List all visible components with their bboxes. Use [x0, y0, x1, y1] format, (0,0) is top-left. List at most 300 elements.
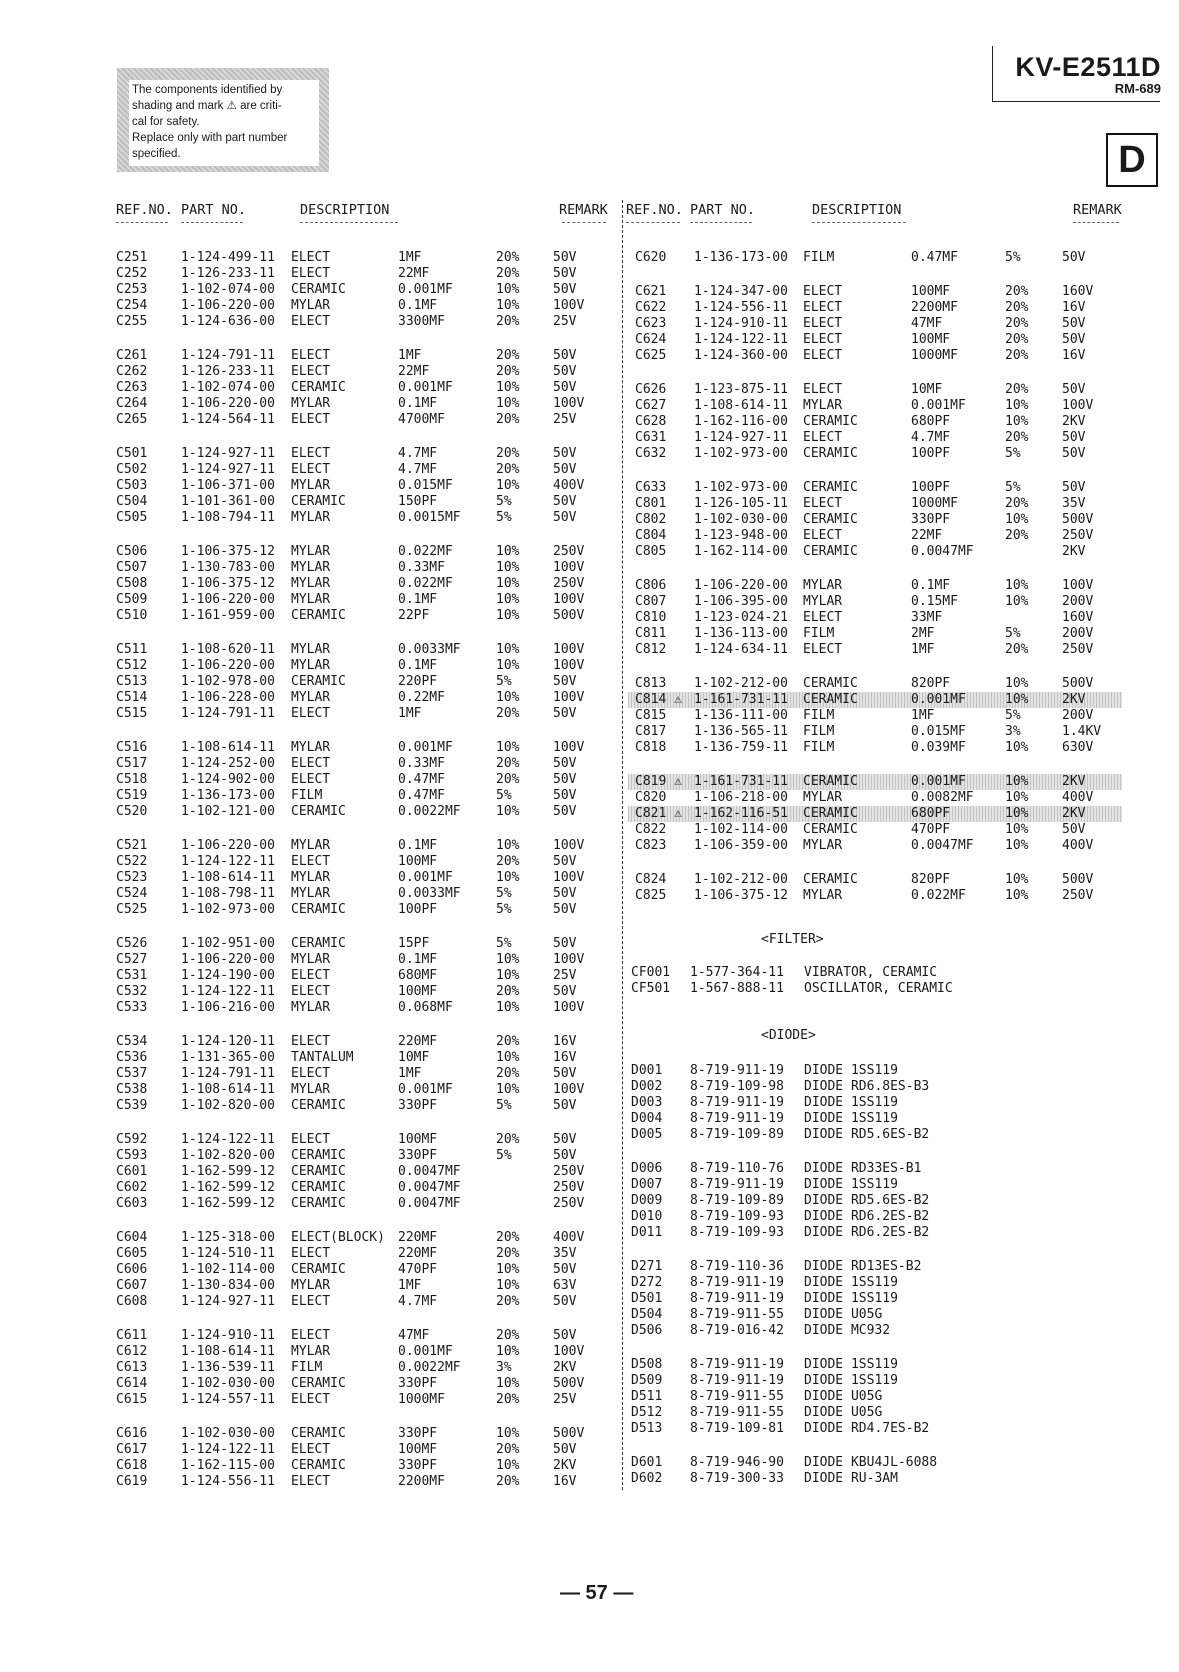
tolerance-cell: 20%: [496, 756, 520, 771]
part-no-cell: 1-162-114-00: [694, 544, 788, 559]
rating-cell: 16V: [1062, 348, 1086, 363]
value-cell: 0.0047MF: [911, 544, 974, 559]
tolerance-cell: 5%: [496, 1098, 512, 1113]
part-no-cell: 1-577-364-11: [690, 965, 784, 980]
tolerance-cell: 10%: [496, 544, 520, 559]
header-part: PART NO.: [181, 202, 247, 218]
value-cell: 0.22MF: [398, 690, 445, 705]
ref-no-cell: C518: [116, 772, 148, 787]
rating-cell: 100V: [1062, 398, 1094, 413]
tolerance-cell: 20%: [1005, 332, 1029, 347]
header-remark: REMARK: [559, 202, 608, 218]
rating-cell: 50V: [553, 1328, 577, 1343]
rating-cell: 50V: [553, 266, 577, 281]
description-cell: ELECT: [803, 300, 843, 315]
tolerance-cell: 5%: [496, 494, 512, 509]
value-cell: 0.47MF: [398, 772, 445, 787]
ref-no-cell: C520: [116, 804, 148, 819]
ref-no-cell: C536: [116, 1050, 148, 1065]
header-underline: [562, 222, 606, 223]
ref-no-cell: C628: [635, 414, 667, 429]
part-no-cell: 1-124-122-11: [181, 1132, 275, 1147]
value-cell: 0.0047MF: [398, 1196, 461, 1211]
part-no-cell: 1-131-365-00: [181, 1050, 275, 1065]
description-cell: MYLAR: [291, 658, 331, 673]
tolerance-cell: 10%: [496, 952, 520, 967]
ref-no-cell: C804: [635, 528, 667, 543]
tolerance-cell: 10%: [496, 870, 520, 885]
description-cell: ELECT: [803, 348, 843, 363]
description-cell: ELECT: [291, 772, 331, 787]
part-no-cell: 1-108-614-11: [181, 740, 275, 755]
part-no-cell: 1-124-190-00: [181, 968, 275, 983]
value-cell: 0.001MF: [398, 1344, 453, 1359]
rating-cell: 100V: [553, 740, 585, 755]
value-cell: 0.15MF: [911, 594, 958, 609]
rating-cell: 160V: [1062, 284, 1094, 299]
description-cell: MYLAR: [291, 1082, 331, 1097]
value-cell: 0.022MF: [911, 888, 966, 903]
ref-no-cell: D601: [631, 1455, 663, 1470]
tolerance-cell: 10%: [1005, 676, 1029, 691]
part-no-cell: 8-719-300-33: [690, 1471, 784, 1486]
value-cell: 4700MF: [398, 412, 445, 427]
ref-no-cell: C527: [116, 952, 148, 967]
ref-no-cell: C810: [635, 610, 667, 625]
rating-cell: 100V: [553, 642, 585, 657]
tolerance-cell: 5%: [496, 886, 512, 901]
part-no-cell: 1-567-888-11: [690, 981, 784, 996]
tolerance-cell: 10%: [496, 740, 520, 755]
value-cell: 4.7MF: [911, 430, 951, 445]
ref-no-cell: C614: [116, 1376, 148, 1391]
ref-no-cell: C820: [635, 790, 667, 805]
description-cell: CERAMIC: [291, 804, 346, 819]
part-no-cell: 1-108-794-11: [181, 510, 275, 525]
description-cell: ELECT: [291, 1474, 331, 1489]
description-cell: DIODE 1SS119: [804, 1095, 898, 1110]
rating-cell: 50V: [553, 706, 577, 721]
part-no-cell: 1-106-220-00: [181, 592, 275, 607]
description-cell: CERAMIC: [291, 1098, 346, 1113]
tolerance-cell: 20%: [496, 266, 520, 281]
ref-no-cell: C626: [635, 382, 667, 397]
description-cell: ELECT: [803, 528, 843, 543]
ref-no-cell: D501: [631, 1291, 663, 1306]
value-cell: 0.001MF: [398, 1082, 453, 1097]
rating-cell: 50V: [553, 984, 577, 999]
part-no-cell: 1-123-024-21: [694, 610, 788, 625]
value-cell: 1MF: [398, 706, 422, 721]
ref-no-cell: C814 ⚠: [635, 692, 682, 707]
description-cell: CERAMIC: [291, 1458, 346, 1473]
tolerance-cell: 20%: [1005, 316, 1029, 331]
tolerance-cell: 10%: [496, 396, 520, 411]
description-cell: FILM: [803, 724, 835, 739]
header-underline: [300, 222, 398, 223]
title-underline: [992, 101, 1160, 102]
ref-no-cell: C619: [116, 1474, 148, 1489]
ref-no-cell: C802: [635, 512, 667, 527]
part-no-cell: 1-161-959-00: [181, 608, 275, 623]
part-no-cell: 1-108-620-11: [181, 642, 275, 657]
description-cell: CERAMIC: [291, 674, 346, 689]
value-cell: 22MF: [398, 364, 430, 379]
value-cell: 0.001MF: [398, 282, 453, 297]
column-divider: [622, 200, 623, 1490]
rating-cell: 50V: [1062, 332, 1086, 347]
description-cell: MYLAR: [291, 642, 331, 657]
ref-no-cell: C526: [116, 936, 148, 951]
value-cell: 100MF: [911, 284, 951, 299]
tolerance-cell: 10%: [496, 380, 520, 395]
ref-no-cell: C521: [116, 838, 148, 853]
ref-no-cell: C509: [116, 592, 148, 607]
description-cell: ELECT: [291, 446, 331, 461]
safety-notice: [117, 68, 329, 172]
part-no-cell: 1-106-220-00: [181, 658, 275, 673]
header-underline: [812, 222, 906, 223]
tolerance-cell: 10%: [1005, 512, 1029, 527]
tolerance-cell: 5%: [496, 510, 512, 525]
ref-no-cell: C801: [635, 496, 667, 511]
tolerance-cell: 10%: [496, 804, 520, 819]
ref-no-cell: D506: [631, 1323, 663, 1338]
part-no-cell: 1-108-798-11: [181, 886, 275, 901]
part-no-cell: 1-124-252-00: [181, 756, 275, 771]
description-cell: FILM: [803, 740, 835, 755]
ref-no-cell: C805: [635, 544, 667, 559]
tolerance-cell: 10%: [1005, 594, 1029, 609]
description-cell: ELECT: [291, 266, 331, 281]
rating-cell: 500V: [553, 608, 585, 623]
part-no-cell: 1-124-564-11: [181, 412, 275, 427]
value-cell: 100MF: [398, 984, 438, 999]
value-cell: 0.0015MF: [398, 510, 461, 525]
ref-no-cell: C811: [635, 626, 667, 641]
description-cell: MYLAR: [803, 578, 843, 593]
header-desc: DESCRIPTION: [300, 202, 390, 218]
description-cell: DIODE U05G: [804, 1307, 883, 1322]
rating-cell: 50V: [553, 1294, 577, 1309]
rating-cell: 50V: [1062, 250, 1086, 265]
rating-cell: 50V: [553, 510, 577, 525]
description-cell: MYLAR: [291, 298, 331, 313]
header-ref: REF.NO.: [116, 202, 173, 218]
description-cell: MYLAR: [291, 870, 331, 885]
part-no-cell: 1-106-359-00: [694, 838, 788, 853]
description-cell: MYLAR: [291, 396, 331, 411]
value-cell: 100MF: [398, 1132, 438, 1147]
tolerance-cell: 20%: [496, 314, 520, 329]
ref-no-cell: C515: [116, 706, 148, 721]
tolerance-cell: 20%: [496, 1294, 520, 1309]
part-no-cell: 1-162-599-12: [181, 1196, 275, 1211]
tolerance-cell: 10%: [1005, 822, 1029, 837]
ref-no-cell: C592: [116, 1132, 148, 1147]
part-no-cell: 1-106-216-00: [181, 1000, 275, 1015]
description-cell: MYLAR: [803, 398, 843, 413]
part-no-cell: 1-136-113-00: [694, 626, 788, 641]
part-no-cell: 1-124-122-11: [181, 984, 275, 999]
ref-no-cell: C252: [116, 266, 148, 281]
ref-no-cell: C262: [116, 364, 148, 379]
header-underline: [626, 222, 680, 223]
part-no-cell: 1-124-636-00: [181, 314, 275, 329]
ref-no-cell: C620: [635, 250, 667, 265]
rating-cell: 100V: [553, 870, 585, 885]
ref-no-cell: C522: [116, 854, 148, 869]
description-cell: DIODE RD6.8ES-B3: [804, 1079, 930, 1094]
ref-no-cell: C255: [116, 314, 148, 329]
description-cell: ELECT(BLOCK): [291, 1230, 385, 1245]
description-cell: MYLAR: [291, 838, 331, 853]
rating-cell: 100V: [553, 560, 585, 575]
ref-no-cell: C633: [635, 480, 667, 495]
ref-no-cell: D504: [631, 1307, 663, 1322]
description-cell: DIODE RD13ES-B2: [804, 1259, 922, 1274]
rating-cell: 100V: [1062, 578, 1094, 593]
description-cell: MYLAR: [291, 690, 331, 705]
ref-no-cell: C604: [116, 1230, 148, 1245]
part-no-cell: 1-102-951-00: [181, 936, 275, 951]
description-cell: ELECT: [291, 1132, 331, 1147]
ref-no-cell: C514: [116, 690, 148, 705]
value-cell: 4.7MF: [398, 446, 438, 461]
ref-no-cell: D509: [631, 1373, 663, 1388]
ref-no-cell: C815: [635, 708, 667, 723]
ref-no-cell: C538: [116, 1082, 148, 1097]
diode-section-title: <DIODE>: [761, 1028, 816, 1043]
part-no-cell: 1-136-759-11: [694, 740, 788, 755]
part-no-cell: 1-106-371-00: [181, 478, 275, 493]
description-cell: CERAMIC: [291, 282, 346, 297]
part-no-cell: 1-102-074-00: [181, 380, 275, 395]
part-no-cell: 1-124-499-11: [181, 250, 275, 265]
part-no-cell: 1-102-030-00: [181, 1426, 275, 1441]
description-cell: CERAMIC: [291, 902, 346, 917]
tolerance-cell: 20%: [496, 854, 520, 869]
tolerance-cell: 5%: [1005, 708, 1021, 723]
part-no-cell: 1-162-115-00: [181, 1458, 275, 1473]
tolerance-cell: 20%: [1005, 284, 1029, 299]
part-no-cell: 8-719-109-89: [690, 1127, 784, 1142]
part-no-cell: 1-124-910-11: [181, 1328, 275, 1343]
part-no-cell: 1-124-791-11: [181, 348, 275, 363]
rating-cell: 500V: [1062, 676, 1094, 691]
ref-no-cell: C625: [635, 348, 667, 363]
description-cell: DIODE RD33ES-B1: [804, 1161, 922, 1176]
ref-no-cell: C510: [116, 608, 148, 623]
value-cell: 100MF: [398, 1442, 438, 1457]
value-cell: 0.0047MF: [398, 1180, 461, 1195]
value-cell: 330PF: [398, 1426, 438, 1441]
part-no-cell: 1-126-233-11: [181, 266, 275, 281]
description-cell: MYLAR: [291, 478, 331, 493]
ref-no-cell: C501: [116, 446, 148, 461]
ref-no-cell: C519: [116, 788, 148, 803]
description-cell: MYLAR: [291, 886, 331, 901]
description-cell: ELECT: [291, 968, 331, 983]
tolerance-cell: 10%: [1005, 578, 1029, 593]
description-cell: MYLAR: [291, 1000, 331, 1015]
ref-no-cell: C601: [116, 1164, 148, 1179]
tolerance-cell: 20%: [496, 1474, 520, 1489]
value-cell: 100PF: [911, 446, 951, 461]
description-cell: ELECT: [291, 1442, 331, 1457]
value-cell: 1MF: [398, 250, 422, 265]
rating-cell: 100V: [553, 592, 585, 607]
header-underline: [116, 222, 168, 223]
tolerance-cell: 10%: [496, 298, 520, 313]
rating-cell: 50V: [553, 348, 577, 363]
part-no-cell: 1-106-218-00: [694, 790, 788, 805]
tolerance-cell: 10%: [496, 1376, 520, 1391]
part-no-cell: 1-124-122-11: [694, 332, 788, 347]
description-cell: ELECT: [291, 1034, 331, 1049]
description-cell: FILM: [803, 250, 835, 265]
ref-no-cell: C531: [116, 968, 148, 983]
rating-cell: 2KV: [553, 1458, 577, 1473]
tolerance-cell: 10%: [1005, 740, 1029, 755]
rating-cell: 50V: [553, 1098, 577, 1113]
value-cell: 0.0082MF: [911, 790, 974, 805]
rating-cell: 2KV: [553, 1360, 577, 1375]
part-no-cell: 1-161-731-11: [694, 692, 788, 707]
part-no-cell: 1-106-375-12: [694, 888, 788, 903]
description-cell: DIODE RD6.2ES-B2: [804, 1209, 930, 1224]
ref-no-cell: C263: [116, 380, 148, 395]
tolerance-cell: 5%: [1005, 480, 1021, 495]
value-cell: 10MF: [911, 382, 943, 397]
rating-cell: 250V: [553, 1180, 585, 1195]
description-cell: MYLAR: [291, 510, 331, 525]
tolerance-cell: 20%: [496, 250, 520, 265]
value-cell: 220MF: [398, 1034, 438, 1049]
rating-cell: 200V: [1062, 626, 1094, 641]
ref-no-cell: C812: [635, 642, 667, 657]
tolerance-cell: 20%: [496, 1066, 520, 1081]
value-cell: 330PF: [398, 1148, 438, 1163]
rating-cell: 100V: [553, 952, 585, 967]
part-no-cell: 1-106-228-00: [181, 690, 275, 705]
notice-line: specified.: [132, 148, 181, 160]
value-cell: 33MF: [911, 610, 943, 625]
description-cell: DIODE RD5.6ES-B2: [804, 1193, 930, 1208]
value-cell: 0.022MF: [398, 576, 453, 591]
rating-cell: 50V: [553, 462, 577, 477]
value-cell: 1000MF: [911, 348, 958, 363]
rating-cell: 50V: [1062, 430, 1086, 445]
value-cell: 0.015MF: [398, 478, 453, 493]
tolerance-cell: 20%: [496, 1442, 520, 1457]
part-no-cell: 8-719-911-19: [690, 1291, 784, 1306]
description-cell: TANTALUM: [291, 1050, 354, 1065]
part-no-cell: 1-102-212-00: [694, 676, 788, 691]
ref-no-cell: C254: [116, 298, 148, 313]
description-cell: CERAMIC: [291, 1376, 346, 1391]
ref-no-cell: C822: [635, 822, 667, 837]
description-cell: ELECT: [291, 854, 331, 869]
value-cell: 0.33MF: [398, 756, 445, 771]
description-cell: DIODE 1SS119: [804, 1111, 898, 1126]
ref-no-cell: D511: [631, 1389, 663, 1404]
value-cell: 0.1MF: [398, 592, 438, 607]
tolerance-cell: 20%: [496, 1230, 520, 1245]
notice-line: shading and mark ⚠ are criti-: [132, 100, 282, 112]
rating-cell: 250V: [553, 1196, 585, 1211]
tolerance-cell: 10%: [496, 642, 520, 657]
value-cell: 820PF: [911, 676, 951, 691]
description-cell: CERAMIC: [291, 380, 346, 395]
description-cell: DIODE 1SS119: [804, 1357, 898, 1372]
rating-cell: 400V: [1062, 838, 1094, 853]
ref-no-cell: C602: [116, 1180, 148, 1195]
value-cell: 0.1MF: [398, 298, 438, 313]
tolerance-cell: 5%: [496, 1148, 512, 1163]
tolerance-cell: 10%: [496, 658, 520, 673]
part-no-cell: 1-101-361-00: [181, 494, 275, 509]
part-no-cell: 1-161-731-11: [694, 774, 788, 789]
value-cell: 0.1MF: [911, 578, 951, 593]
header-desc-right: DESCRIPTION: [812, 202, 902, 218]
part-no-cell: 1-102-121-00: [181, 804, 275, 819]
part-no-cell: 1-126-105-11: [694, 496, 788, 511]
part-no-cell: 1-124-634-11: [694, 642, 788, 657]
value-cell: 0.001MF: [398, 870, 453, 885]
rating-cell: 2KV: [1062, 414, 1086, 429]
part-no-cell: 1-136-539-11: [181, 1360, 275, 1375]
part-no-cell: 1-130-834-00: [181, 1278, 275, 1293]
part-no-cell: 1-136-111-00: [694, 708, 788, 723]
tolerance-cell: 10%: [496, 592, 520, 607]
part-no-cell: 1-106-375-12: [181, 544, 275, 559]
part-no-cell: 1-123-875-11: [694, 382, 788, 397]
description-cell: CERAMIC: [803, 872, 858, 887]
rating-cell: 100V: [553, 1000, 585, 1015]
ref-no-cell: C261: [116, 348, 148, 363]
tolerance-cell: 20%: [496, 1328, 520, 1343]
rating-cell: 500V: [1062, 872, 1094, 887]
value-cell: 2200MF: [911, 300, 958, 315]
tolerance-cell: 10%: [496, 1278, 520, 1293]
ref-no-cell: C612: [116, 1344, 148, 1359]
value-cell: 47MF: [398, 1328, 430, 1343]
part-no-cell: 1-162-599-12: [181, 1164, 275, 1179]
tolerance-cell: 10%: [496, 1426, 520, 1441]
description-cell: DIODE RD6.2ES-B2: [804, 1225, 930, 1240]
rating-cell: 500V: [553, 1426, 585, 1441]
header-underline: [181, 222, 243, 223]
value-cell: 0.47MF: [398, 788, 445, 803]
description-cell: CERAMIC: [291, 1196, 346, 1211]
ref-no-cell: D272: [631, 1275, 663, 1290]
ref-no-cell: C819 ⚠: [635, 774, 682, 789]
safety-notice-text: [129, 80, 319, 166]
description-cell: MYLAR: [803, 790, 843, 805]
ref-no-cell: C532: [116, 984, 148, 999]
tolerance-cell: 10%: [1005, 398, 1029, 413]
part-no-cell: 1-102-820-00: [181, 1098, 275, 1113]
value-cell: 47MF: [911, 316, 943, 331]
ref-no-cell: C818: [635, 740, 667, 755]
ref-no-cell: CF501: [631, 981, 671, 996]
tolerance-cell: 10%: [496, 1082, 520, 1097]
part-no-cell: 8-719-109-98: [690, 1079, 784, 1094]
ref-no-cell: C533: [116, 1000, 148, 1015]
description-cell: FILM: [803, 626, 835, 641]
part-no-cell: 8-719-110-36: [690, 1259, 784, 1274]
